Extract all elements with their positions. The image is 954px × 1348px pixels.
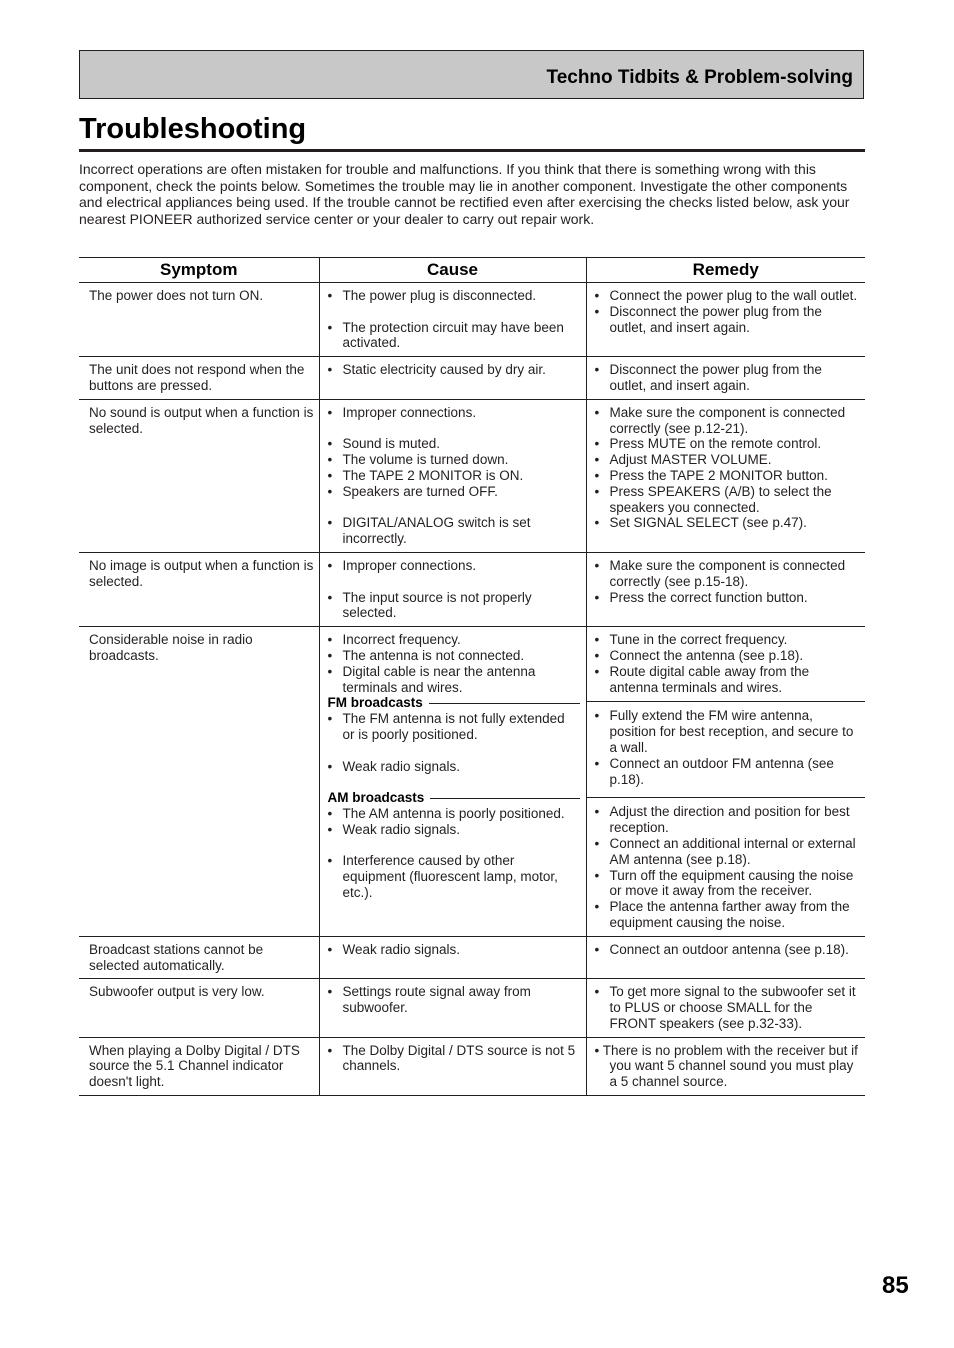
intro-paragraph: Incorrect operations are often mistaken for trouble and malfunctions. If you think that there is something wrong with this component, check the points below. Sometimes the trouble may lie in another component. Investigate the other components and electrical appliances being used. If the trouble cannot be rectified even after exercising the checks listed below, ask your nearest PIONEER authorized service center or your dealer to carry out repair work. [79, 161, 850, 227]
cause-item: • Digital cable is near the antenna terminals and wires. [328, 664, 580, 696]
remedy-item: • Connect an outdoor FM antenna (see p.18). [595, 756, 860, 788]
column-header-remedy: Remedy [586, 258, 865, 283]
page-number: 85 [882, 1272, 909, 1299]
symptom-cell: Broadcast stations cannot be selected automatically. [79, 936, 319, 979]
cause-cell [319, 283, 586, 357]
remedy-item: • Route digital cable away from the antenna terminals and wires. [595, 664, 860, 696]
remedy-item: • Connect the antenna (see p.18). [595, 648, 860, 664]
symptom-cell: Considerable noise in radio broadcasts. [79, 627, 319, 937]
cause-cell [319, 936, 586, 979]
cause-item: • Settings route signal away from subwoofer. [328, 984, 580, 1016]
cause-item: • DIGITAL/ANALOG switch is set incorrectly. [328, 515, 580, 547]
symptom-cell: No sound is output when a function is selected. [79, 399, 319, 552]
remedy-item: • Place the antenna farther away from the equipment causing the noise. [595, 899, 860, 931]
am-broadcasts-heading: AM broadcasts [328, 790, 580, 806]
cause-item: • Static electricity caused by dry air. [328, 362, 580, 378]
am-remedies [587, 797, 866, 930]
remedy-item: • To get more signal to the subwoofer set it to PLUS or choose SMALL for the FRONT speakers (see p.32-33). [595, 984, 860, 1031]
symptom-cell: No image is output when a function is selected. [79, 552, 319, 626]
section-header-bar [79, 50, 864, 99]
fm-remedies [587, 701, 866, 791]
cause-item: • The AM antenna is poorly positioned. [328, 806, 580, 822]
cause-item: • Weak radio signals. [328, 942, 580, 958]
remedy-item: • Tune in the correct frequency. [595, 632, 860, 648]
table-row [79, 936, 865, 979]
remedy-item: • Adjust the direction and position for best reception. [595, 804, 860, 836]
fm-broadcasts-heading: FM broadcasts [328, 695, 580, 711]
remedy-item: • Make sure the component is connected correctly (see p.15-18). [595, 558, 860, 590]
remedy-item: • Set SIGNAL SELECT (see p.47). [595, 515, 860, 531]
remedy-cell [586, 936, 865, 979]
cause-cell [319, 357, 586, 400]
table-row [79, 627, 865, 937]
table-row [79, 552, 865, 626]
remedy-item: • Press the correct function button. [595, 590, 860, 606]
cause-item: • Sound is muted. [328, 436, 580, 452]
remedy-cell [586, 627, 865, 937]
cause-item: • Incorrect frequency. [328, 632, 580, 648]
column-header-cause: Cause [319, 258, 586, 283]
cause-item: • Interference caused by other equipment (fluorescent lamp, motor, etc.). [328, 853, 580, 900]
symptom-cell: When playing a Dolby Digital / DTS source the 5.1 Channel indicator doesn't light. [79, 1037, 319, 1095]
cause-item: • Weak radio signals. [328, 822, 580, 838]
cause-item: • Speakers are turned OFF. [328, 484, 580, 500]
remedy-item: • Make sure the component is connected correctly (see p.12-21). [595, 405, 860, 437]
cause-item: • The power plug is disconnected. [328, 288, 580, 304]
remedy-item: • Press the TAPE 2 MONITOR button. [595, 468, 860, 484]
remedy-item: • Disconnect the power plug from the outlet, and insert again. [595, 304, 860, 336]
remedy-item: • Connect the power plug to the wall outlet. [595, 288, 860, 304]
symptom-cell: The unit does not respond when the buttons are pressed. [79, 357, 319, 400]
cause-cell [319, 627, 586, 937]
table-row [79, 399, 865, 552]
cause-item: • The antenna is not connected. [328, 648, 580, 664]
cause-item: • The input source is not properly selected. [328, 590, 580, 622]
remedy-cell [586, 552, 865, 626]
remedy-item: • Press MUTE on the remote control. [595, 436, 860, 452]
remedy-item: • There is no problem with the receiver but if you want 5 channel sound you must play a 5 channel source. [594, 1042, 858, 1090]
remedy-cell [586, 357, 865, 400]
cause-item: • The FM antenna is not fully extended or is poorly positioned. [328, 711, 580, 743]
troubleshooting-table [79, 257, 865, 1096]
remedy-item: • Disconnect the power plug from the outlet, and insert again. [595, 362, 860, 394]
remedy-item: • Connect an outdoor antenna (see p.18). [595, 942, 860, 958]
cause-item: • Improper connections. [328, 558, 580, 574]
remedy-item: • Adjust MASTER VOLUME. [595, 452, 860, 468]
remedy-cell [586, 283, 865, 357]
remedy-item: • Fully extend the FM wire antenna, position for best reception, and secure to a wall. [595, 708, 860, 755]
cause-cell [319, 552, 586, 626]
cause-item: • The Dolby Digital / DTS source is not 5 channels. [328, 1043, 580, 1075]
cause-item: • The TAPE 2 MONITOR is ON. [328, 468, 580, 484]
remedy-item: • Press SPEAKERS (A/B) to select the speakers you connected. [595, 484, 860, 516]
remedy-item: • Turn off the equipment causing the noise or move it away from the receiver. [595, 868, 860, 900]
remedy-item: • Connect an additional internal or external AM antenna (see p.18). [595, 836, 860, 868]
symptom-cell: Subwoofer output is very low. [79, 979, 319, 1037]
cause-cell [319, 1037, 586, 1095]
cause-item: • Weak radio signals. [328, 759, 580, 775]
table-row [79, 283, 865, 357]
table-row [79, 357, 865, 400]
cause-cell [319, 979, 586, 1037]
remedy-cell [586, 979, 865, 1037]
cause-item: • The volume is turned down. [328, 452, 580, 468]
remedy-cell [586, 1037, 865, 1095]
cause-item: • Improper connections. [328, 405, 580, 421]
table-row [79, 979, 865, 1037]
cause-cell [319, 399, 586, 552]
table-header-row [79, 258, 865, 283]
table-row [79, 1037, 865, 1095]
remedy-cell [586, 399, 865, 552]
page-title: Troubleshooting [79, 111, 865, 152]
section-title: Techno Tidbits & Problem-solving [546, 67, 853, 88]
symptom-cell: The power does not turn ON. [79, 283, 319, 357]
column-header-symptom: Symptom [79, 258, 319, 283]
cause-item: • The protection circuit may have been activated. [328, 320, 580, 352]
